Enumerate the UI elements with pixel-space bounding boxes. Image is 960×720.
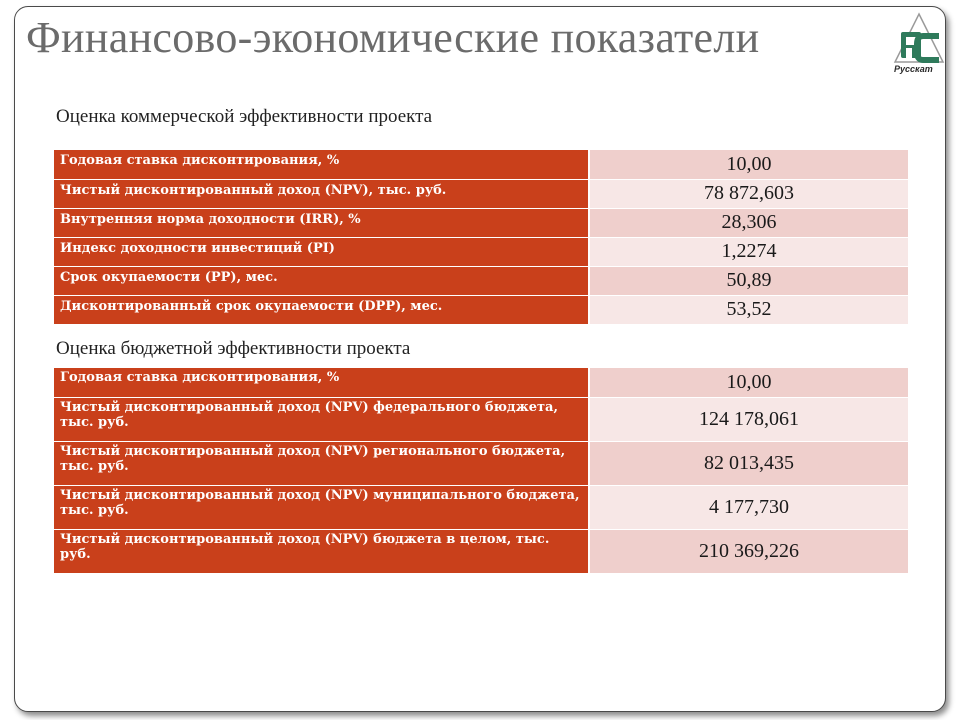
row-label: Годовая ставка дисконтирования, % <box>54 368 589 397</box>
table-row <box>54 237 908 266</box>
row-value: 124 178,061 <box>589 397 908 441</box>
row-label: Чистый дисконтированный доход (NPV) федерального бюджета, тыс. руб. <box>54 397 589 441</box>
commercial-table <box>54 150 908 325</box>
row-value: 10,00 <box>589 150 908 179</box>
row-value: 210 369,226 <box>589 529 908 573</box>
budget-heading: Оценка бюджетной эффективности проекта <box>56 338 411 359</box>
table-row <box>54 150 908 179</box>
table-row <box>54 295 908 324</box>
logo-caption: Русскат <box>894 64 933 74</box>
table-row <box>54 397 908 441</box>
row-value: 28,306 <box>589 208 908 237</box>
row-value: 50,89 <box>589 266 908 295</box>
row-label: Индекс доходности инвестиций (PI) <box>54 237 589 266</box>
table-row <box>54 529 908 573</box>
page-title: Финансово-экономические показатели <box>26 13 760 62</box>
table-row <box>54 208 908 237</box>
row-value: 10,00 <box>589 368 908 397</box>
row-label: Чистый дисконтированный доход (NPV) регионального бюджета, тыс. руб. <box>54 441 589 485</box>
row-label: Чистый дисконтированный доход (NPV) бюджета в целом, тыс. руб. <box>54 529 589 573</box>
row-label: Годовая ставка дисконтирования, % <box>54 150 589 179</box>
table-row <box>54 368 908 397</box>
row-value: 82 013,435 <box>589 441 908 485</box>
row-value: 78 872,603 <box>589 179 908 208</box>
row-label: Срок окупаемости (PP), мес. <box>54 266 589 295</box>
row-value: 1,2274 <box>589 237 908 266</box>
table-row <box>54 485 908 529</box>
table-row <box>54 266 908 295</box>
commercial-heading: Оценка коммерческой эффективности проекта <box>56 106 433 127</box>
row-label: Внутренняя норма доходности (IRR), % <box>54 208 589 237</box>
budget-table <box>54 368 908 574</box>
row-label: Чистый дисконтированный доход (NPV), тыс. руб. <box>54 179 589 208</box>
row-value: 53,52 <box>589 295 908 324</box>
row-value: 4 177,730 <box>589 485 908 529</box>
table-row <box>54 441 908 485</box>
table-row <box>54 179 908 208</box>
row-label: Дисконтированный срок окупаемости (DPP), мес. <box>54 295 589 324</box>
row-label: Чистый дисконтированный доход (NPV) муниципального бюджета, тыс. руб. <box>54 485 589 529</box>
